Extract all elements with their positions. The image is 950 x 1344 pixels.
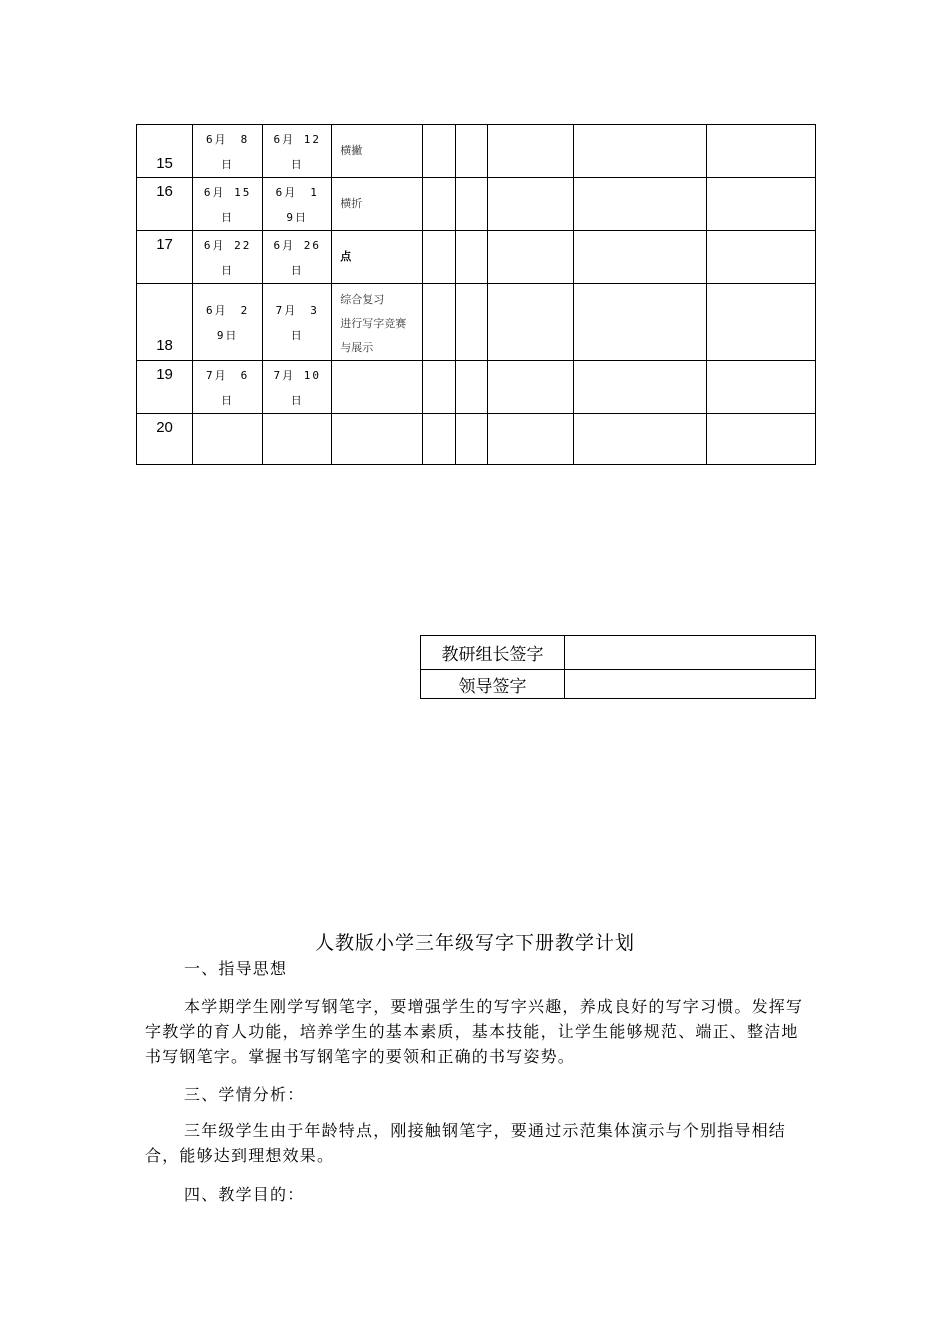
empty-cell: [423, 361, 456, 414]
empty-cell: [706, 231, 815, 284]
empty-cell: [706, 125, 815, 178]
start-date: 7月 6 日: [193, 361, 263, 414]
table-row: [137, 125, 816, 178]
table-row: [137, 231, 816, 284]
start-date: 6月 8 日: [193, 125, 263, 178]
section-heading-teaching-goals: 四、教学目的：: [184, 1185, 305, 1204]
empty-cell: [706, 178, 815, 231]
table-row: [137, 414, 816, 465]
table-row: [421, 636, 816, 670]
paragraph-student-analysis: 三年级学生由于年龄特点，刚接触钢笔字，要通过示范集体演示与个别指导相结合，能够达到理想效果。: [145, 1121, 787, 1165]
end-date: 7月 3 日: [263, 284, 332, 361]
week-number: 19: [137, 361, 193, 414]
empty-cell: [573, 125, 706, 178]
end-date: 6月 12 日: [263, 125, 332, 178]
signature-table: [420, 635, 816, 699]
empty-cell: [423, 284, 456, 361]
teaching-content: 横折: [332, 178, 423, 231]
empty-cell: [488, 284, 573, 361]
section-heading-student-analysis: 三、学情分析：: [184, 1085, 305, 1104]
empty-cell: [706, 361, 815, 414]
week-number: 17: [137, 231, 193, 284]
empty-cell: [456, 414, 488, 465]
empty-cell: [573, 178, 706, 231]
end-date: 7月 10 日: [263, 361, 332, 414]
empty-cell: [706, 414, 815, 465]
empty-cell: [423, 414, 456, 465]
end-date: 6月 1 9日: [263, 178, 332, 231]
teaching-content: [332, 361, 423, 414]
empty-cell: [488, 414, 573, 465]
end-date: [263, 414, 332, 465]
table-row: [137, 284, 816, 361]
table-row: [421, 670, 816, 699]
director-signature-field[interactable]: [565, 670, 816, 699]
empty-cell: [456, 361, 488, 414]
teaching-content: 横撇: [332, 125, 423, 178]
section-heading-guiding-thought: 一、指导思想: [184, 959, 288, 978]
empty-cell: [423, 125, 456, 178]
end-date: 6月 26 日: [263, 231, 332, 284]
table-row: [137, 361, 816, 414]
empty-cell: [423, 178, 456, 231]
start-date: 6月 22 日: [193, 231, 263, 284]
empty-cell: [456, 178, 488, 231]
start-date: 6月 2 9日: [193, 284, 263, 361]
week-number: 16: [137, 178, 193, 231]
empty-cell: [488, 361, 573, 414]
empty-cell: [456, 284, 488, 361]
week-number: 20: [137, 414, 193, 465]
empty-cell: [573, 361, 706, 414]
empty-cell: [423, 231, 456, 284]
week-number: 15: [137, 125, 193, 178]
start-date: [193, 414, 263, 465]
document-title: 人教版小学三年级写字下册教学计划: [314, 932, 635, 954]
schedule-table: [136, 124, 816, 465]
empty-cell: [573, 231, 706, 284]
empty-cell: [573, 284, 706, 361]
empty-cell: [573, 414, 706, 465]
director-signature-label: 领导签字: [421, 670, 565, 699]
start-date: 6月 15 日: [193, 178, 263, 231]
teaching-content: 点: [332, 231, 423, 284]
leader-signature-field[interactable]: [565, 636, 816, 670]
empty-cell: [488, 125, 573, 178]
empty-cell: [488, 178, 573, 231]
empty-cell: [456, 125, 488, 178]
empty-cell: [488, 231, 573, 284]
table-row: [137, 178, 816, 231]
week-number: 18: [137, 284, 193, 361]
teaching-content: 综合复习 进行写字竞赛 与展示: [332, 284, 423, 361]
leader-signature-label: 教研组长签字: [421, 636, 565, 670]
teaching-content: [332, 414, 423, 465]
empty-cell: [456, 231, 488, 284]
paragraph-guiding-thought: 本学期学生刚学写钢笔字，要增强学生的写字兴趣，养成良好的写字习惯。发挥写字教学的育人功能，培养学生的基本素质，基本技能，让学生能够规范、端正、整洁地书写钢笔字。掌握书写钢笔字的要领和正确的书写姿势。: [145, 997, 804, 1066]
empty-cell: [706, 284, 815, 361]
